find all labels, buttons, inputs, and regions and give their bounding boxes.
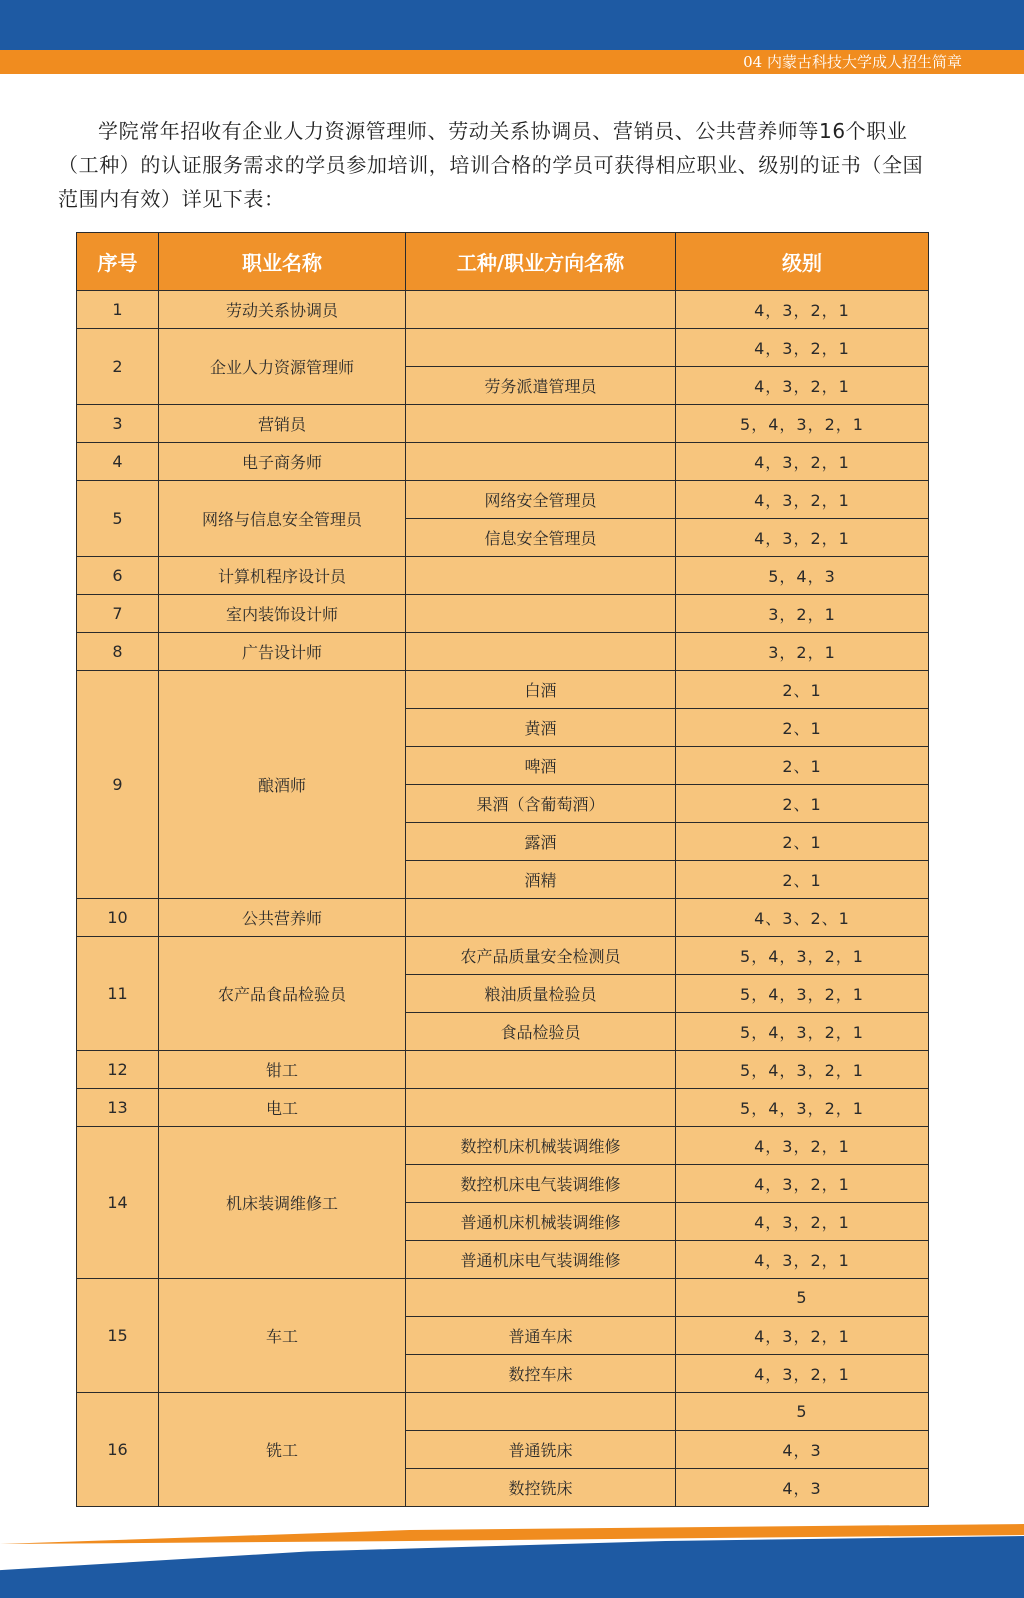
- cell-level: 5，4，3，2，1: [676, 1051, 929, 1089]
- cell-number: 1: [77, 291, 159, 329]
- cell-direction: 农产品质量安全检测员: [406, 937, 676, 975]
- cell-occupation: 电工: [159, 1089, 406, 1127]
- cell-number: 13: [77, 1089, 159, 1127]
- cell-level: 2、1: [676, 785, 929, 823]
- cell-level: 4，3，2，1: [676, 1165, 929, 1203]
- cell-level: 4，3，2，1: [676, 1241, 929, 1279]
- cell-occupation: 农产品食品检验员: [159, 937, 406, 1051]
- col-header-direction: 工种/职业方向名称: [406, 233, 676, 291]
- bottom-blue-wave: [0, 1536, 1024, 1598]
- table-row: [77, 595, 929, 633]
- cell-occupation: 机床装调维修工: [159, 1127, 406, 1279]
- cell-level: 4，3，2，1: [676, 443, 929, 481]
- cell-direction: 白酒: [406, 671, 676, 709]
- cell-number: 10: [77, 899, 159, 937]
- cell-occupation: 铣工: [159, 1393, 406, 1507]
- table-row: [77, 899, 929, 937]
- table-row: [77, 937, 929, 975]
- cell-occupation: 网络与信息安全管理员: [159, 481, 406, 557]
- cell-level: 4，3，2，1: [676, 1203, 929, 1241]
- cell-direction: 粮油质量检验员: [406, 975, 676, 1013]
- cell-occupation: 钳工: [159, 1051, 406, 1089]
- cell-level: 5: [676, 1393, 929, 1431]
- cell-occupation: 公共营养师: [159, 899, 406, 937]
- cell-direction: 普通机床机械装调维修: [406, 1203, 676, 1241]
- cell-level: 2、1: [676, 861, 929, 899]
- table-header-row: [77, 233, 929, 291]
- cell-occupation: 电子商务师: [159, 443, 406, 481]
- col-header-occupation: 职业名称: [159, 233, 406, 291]
- cell-direction: 酒精: [406, 861, 676, 899]
- cell-level: 2、1: [676, 747, 929, 785]
- cell-direction: 普通机床电气装调维修: [406, 1241, 676, 1279]
- cell-level: 3，2，1: [676, 633, 929, 671]
- table-row: [77, 481, 929, 519]
- table-row: [77, 1089, 929, 1127]
- table-row: [77, 633, 929, 671]
- cell-direction: [406, 405, 676, 443]
- cell-direction: 网络安全管理员: [406, 481, 676, 519]
- table-row: [77, 405, 929, 443]
- cell-level: 4，3，2，1: [676, 481, 929, 519]
- cell-direction: 普通车床: [406, 1317, 676, 1355]
- cell-direction: [406, 633, 676, 671]
- table-row: [77, 1393, 929, 1431]
- col-header-level: 级别: [676, 233, 929, 291]
- table-row: [77, 443, 929, 481]
- cell-occupation: 室内装饰设计师: [159, 595, 406, 633]
- cell-level: 4、3、2、1: [676, 899, 929, 937]
- cell-direction: [406, 1279, 676, 1317]
- cell-direction: [406, 329, 676, 367]
- header-label-text: 04 内蒙古科技大学成人招生简章: [743, 53, 962, 71]
- cell-number: 8: [77, 633, 159, 671]
- cell-number: 7: [77, 595, 159, 633]
- table-row: [77, 291, 929, 329]
- cell-level: 5: [676, 1279, 929, 1317]
- cell-direction: 啤酒: [406, 747, 676, 785]
- cell-level: 5，4，3，2，1: [676, 1089, 929, 1127]
- cell-direction: 普通铣床: [406, 1431, 676, 1469]
- cell-level: 5，4，3，2，1: [676, 975, 929, 1013]
- table-row: [77, 1051, 929, 1089]
- cell-direction: [406, 595, 676, 633]
- cell-direction: 信息安全管理员: [406, 519, 676, 557]
- cell-number: 3: [77, 405, 159, 443]
- cell-level: 5，4，3，2，1: [676, 937, 929, 975]
- table-row: [77, 329, 929, 367]
- cell-direction: [406, 1089, 676, 1127]
- cell-direction: 数控车床: [406, 1355, 676, 1393]
- cell-number: 4: [77, 443, 159, 481]
- cell-direction: 黄酒: [406, 709, 676, 747]
- cell-level: 4，3: [676, 1469, 929, 1507]
- cell-occupation: 企业人力资源管理师: [159, 329, 406, 405]
- cell-level: 4，3，2，1: [676, 1317, 929, 1355]
- cell-occupation: 营销员: [159, 405, 406, 443]
- cell-direction: [406, 291, 676, 329]
- cell-occupation: 劳动关系协调员: [159, 291, 406, 329]
- cell-direction: [406, 899, 676, 937]
- col-header-number: 序号: [77, 233, 159, 291]
- table-row: [77, 557, 929, 595]
- cell-direction: [406, 1393, 676, 1431]
- cell-level: 5，4，3，2，1: [676, 1013, 929, 1051]
- cell-level: 5，4，3: [676, 557, 929, 595]
- cell-level: 4，3，2，1: [676, 1127, 929, 1165]
- intro-paragraph: 学院常年招收有企业人力资源管理师、劳动关系协调员、营销员、公共营养师等16个职业（工种）的认证服务需求的学员参加培训，培训合格的学员可获得相应职业、级别的证书（全国范围内有效）详见下表：: [58, 119, 924, 211]
- cell-direction: 露酒: [406, 823, 676, 861]
- cell-number: 15: [77, 1279, 159, 1393]
- cell-level: 4，3，2，1: [676, 329, 929, 367]
- cell-occupation: 车工: [159, 1279, 406, 1393]
- cell-direction: [406, 1051, 676, 1089]
- cell-level: 4，3: [676, 1431, 929, 1469]
- cell-level: 4，3，2，1: [676, 291, 929, 329]
- cell-direction: [406, 443, 676, 481]
- cell-direction: 劳务派遣管理员: [406, 367, 676, 405]
- cell-number: 12: [77, 1051, 159, 1089]
- table-row: [77, 1279, 929, 1317]
- cell-level: 4，3，2，1: [676, 1355, 929, 1393]
- cell-direction: 数控机床机械装调维修: [406, 1127, 676, 1165]
- cell-direction: [406, 557, 676, 595]
- cell-number: 6: [77, 557, 159, 595]
- table-body: [77, 291, 929, 1507]
- cell-occupation: 酿酒师: [159, 671, 406, 899]
- top-blue-band: [0, 0, 1024, 50]
- cell-number: 2: [77, 329, 159, 405]
- cell-direction: 数控铣床: [406, 1469, 676, 1507]
- cell-number: 11: [77, 937, 159, 1051]
- cell-occupation: 计算机程序设计员: [159, 557, 406, 595]
- cell-number: 5: [77, 481, 159, 557]
- cell-number: 14: [77, 1127, 159, 1279]
- cell-level: 4，3，2，1: [676, 519, 929, 557]
- cell-level: 5，4，3，2，1: [676, 405, 929, 443]
- cell-level: 4，3，2，1: [676, 367, 929, 405]
- cell-direction: 数控机床电气装调维修: [406, 1165, 676, 1203]
- header-label: [743, 52, 962, 72]
- cell-number: 16: [77, 1393, 159, 1507]
- cell-level: 2、1: [676, 823, 929, 861]
- cell-number: 9: [77, 671, 159, 899]
- cell-level: 2、1: [676, 709, 929, 747]
- table-row: [77, 1127, 929, 1165]
- table-row: [77, 671, 929, 709]
- cell-level: 3，2，1: [676, 595, 929, 633]
- certification-table: [76, 232, 929, 1507]
- cell-direction: 食品检验员: [406, 1013, 676, 1051]
- cell-level: 2、1: [676, 671, 929, 709]
- cell-direction: 果酒（含葡萄酒）: [406, 785, 676, 823]
- cell-occupation: 广告设计师: [159, 633, 406, 671]
